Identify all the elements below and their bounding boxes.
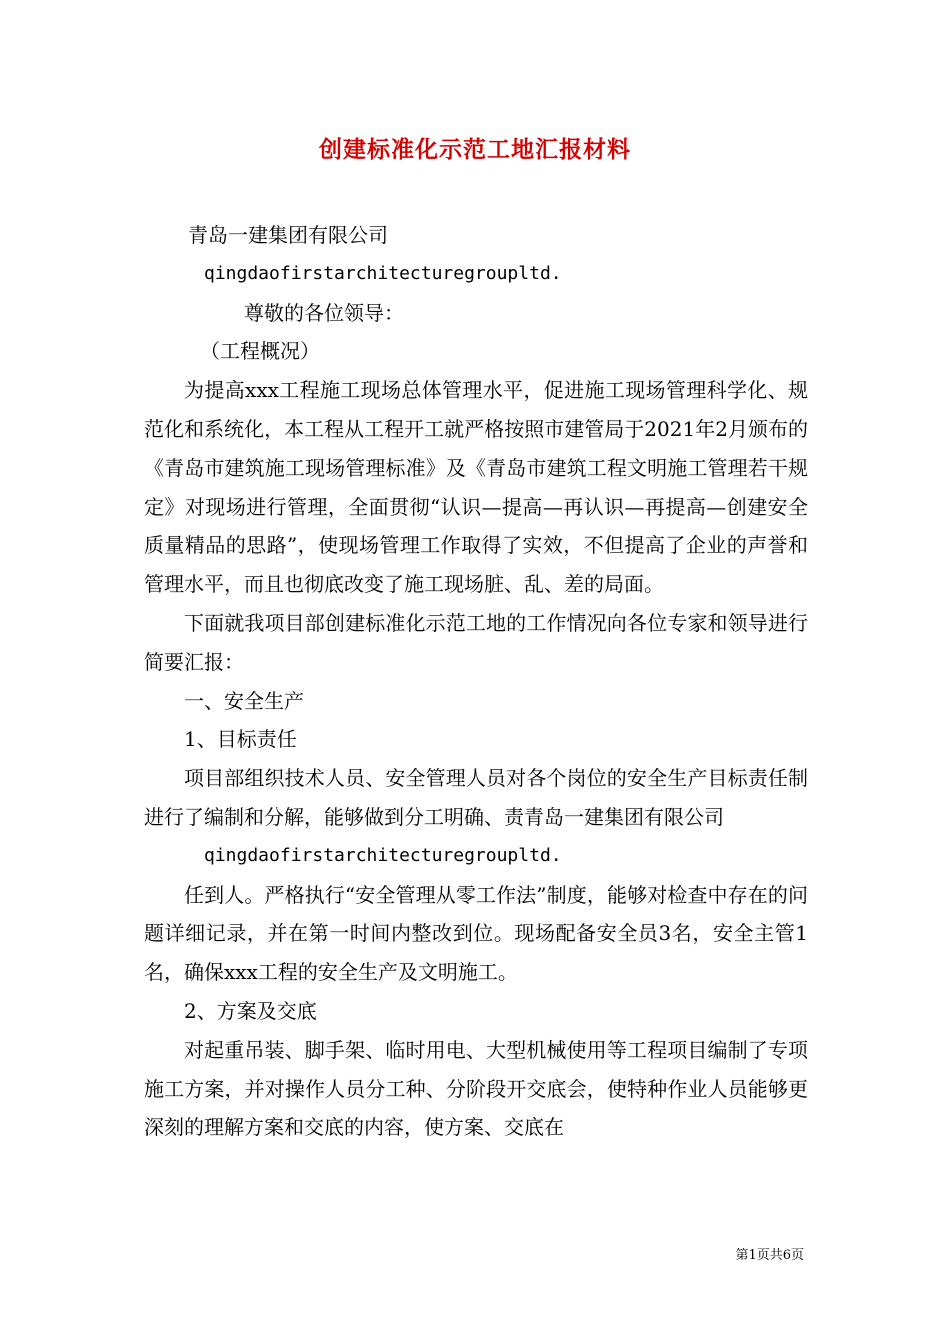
- heading-plan-disclosure: 2、方案及交底: [184, 998, 317, 1023]
- company-name-english: qingdaofirstarchitecturegroupltd.: [204, 262, 562, 284]
- paragraph-plan: 对起重吊装、脚手架、临时用电、大型机械使用等工程项目编制了专项施工方案，并对操作人员分工种、分阶段开交底会，使特种作业人员能够更深刻的理解方案和交底的内容，使方案、交底在: [144, 1037, 808, 1140]
- document-title: 创建标准化示范工地汇报材料: [319, 136, 631, 163]
- paragraph-report-lead: 下面就我项目部创建标准化示范工地的工作情况向各位专家和领导进行简要汇报：: [144, 610, 808, 674]
- paragraph-responsibility: 项目部组织技术人员、安全管理人员对各个岗位的安全生产目标责任制进行了编制和分解，能够做到分工明确、责青岛一建集团有限公司: [144, 766, 808, 829]
- heading-safety-production: 一、安全生产: [184, 688, 304, 713]
- document-body: [144, 216, 808, 1147]
- company-name: 青岛一建集团有限公司: [188, 223, 388, 247]
- paragraph-responsibility-continued: 任到人。严格执行“安全管理从零工作法”制度，能够对检查中存在的问题详细记录，并在第一时间内整改到位。现场配备安全员3名，安全主管1名，确保xxx工程的安全生产及文明施工。: [144, 882, 808, 985]
- company-name-english-repeat: qingdaofirstarchitecturegroupltd.: [204, 844, 562, 866]
- section-label-overview: （工程概况）: [200, 339, 320, 364]
- heading-target-responsibility: 1、目标责任: [184, 727, 297, 752]
- page-number: 第1页共6页: [735, 1248, 804, 1263]
- salutation: 尊敬的各位领导：: [244, 300, 404, 325]
- paragraph-intro: 为提高xxx工程施工现场总体管理水平，促进施工现场管理科学化、规范化和系统化，本工程从工程开工就严格按照市建管局于2021年2月颁布的《青岛市建筑施工现场管理标准》及《青岛市建筑工程文明施工管理若干规定》对现场进行管理，全面贯彻“认识—提高—再认识—再提高—创建安全质量精品的思路”，使现场管理工作取得了实效，不但提高了企业的声誉和管理水平，而且也彻底改变了施工现场脏、乱、差的局面。: [144, 378, 808, 597]
